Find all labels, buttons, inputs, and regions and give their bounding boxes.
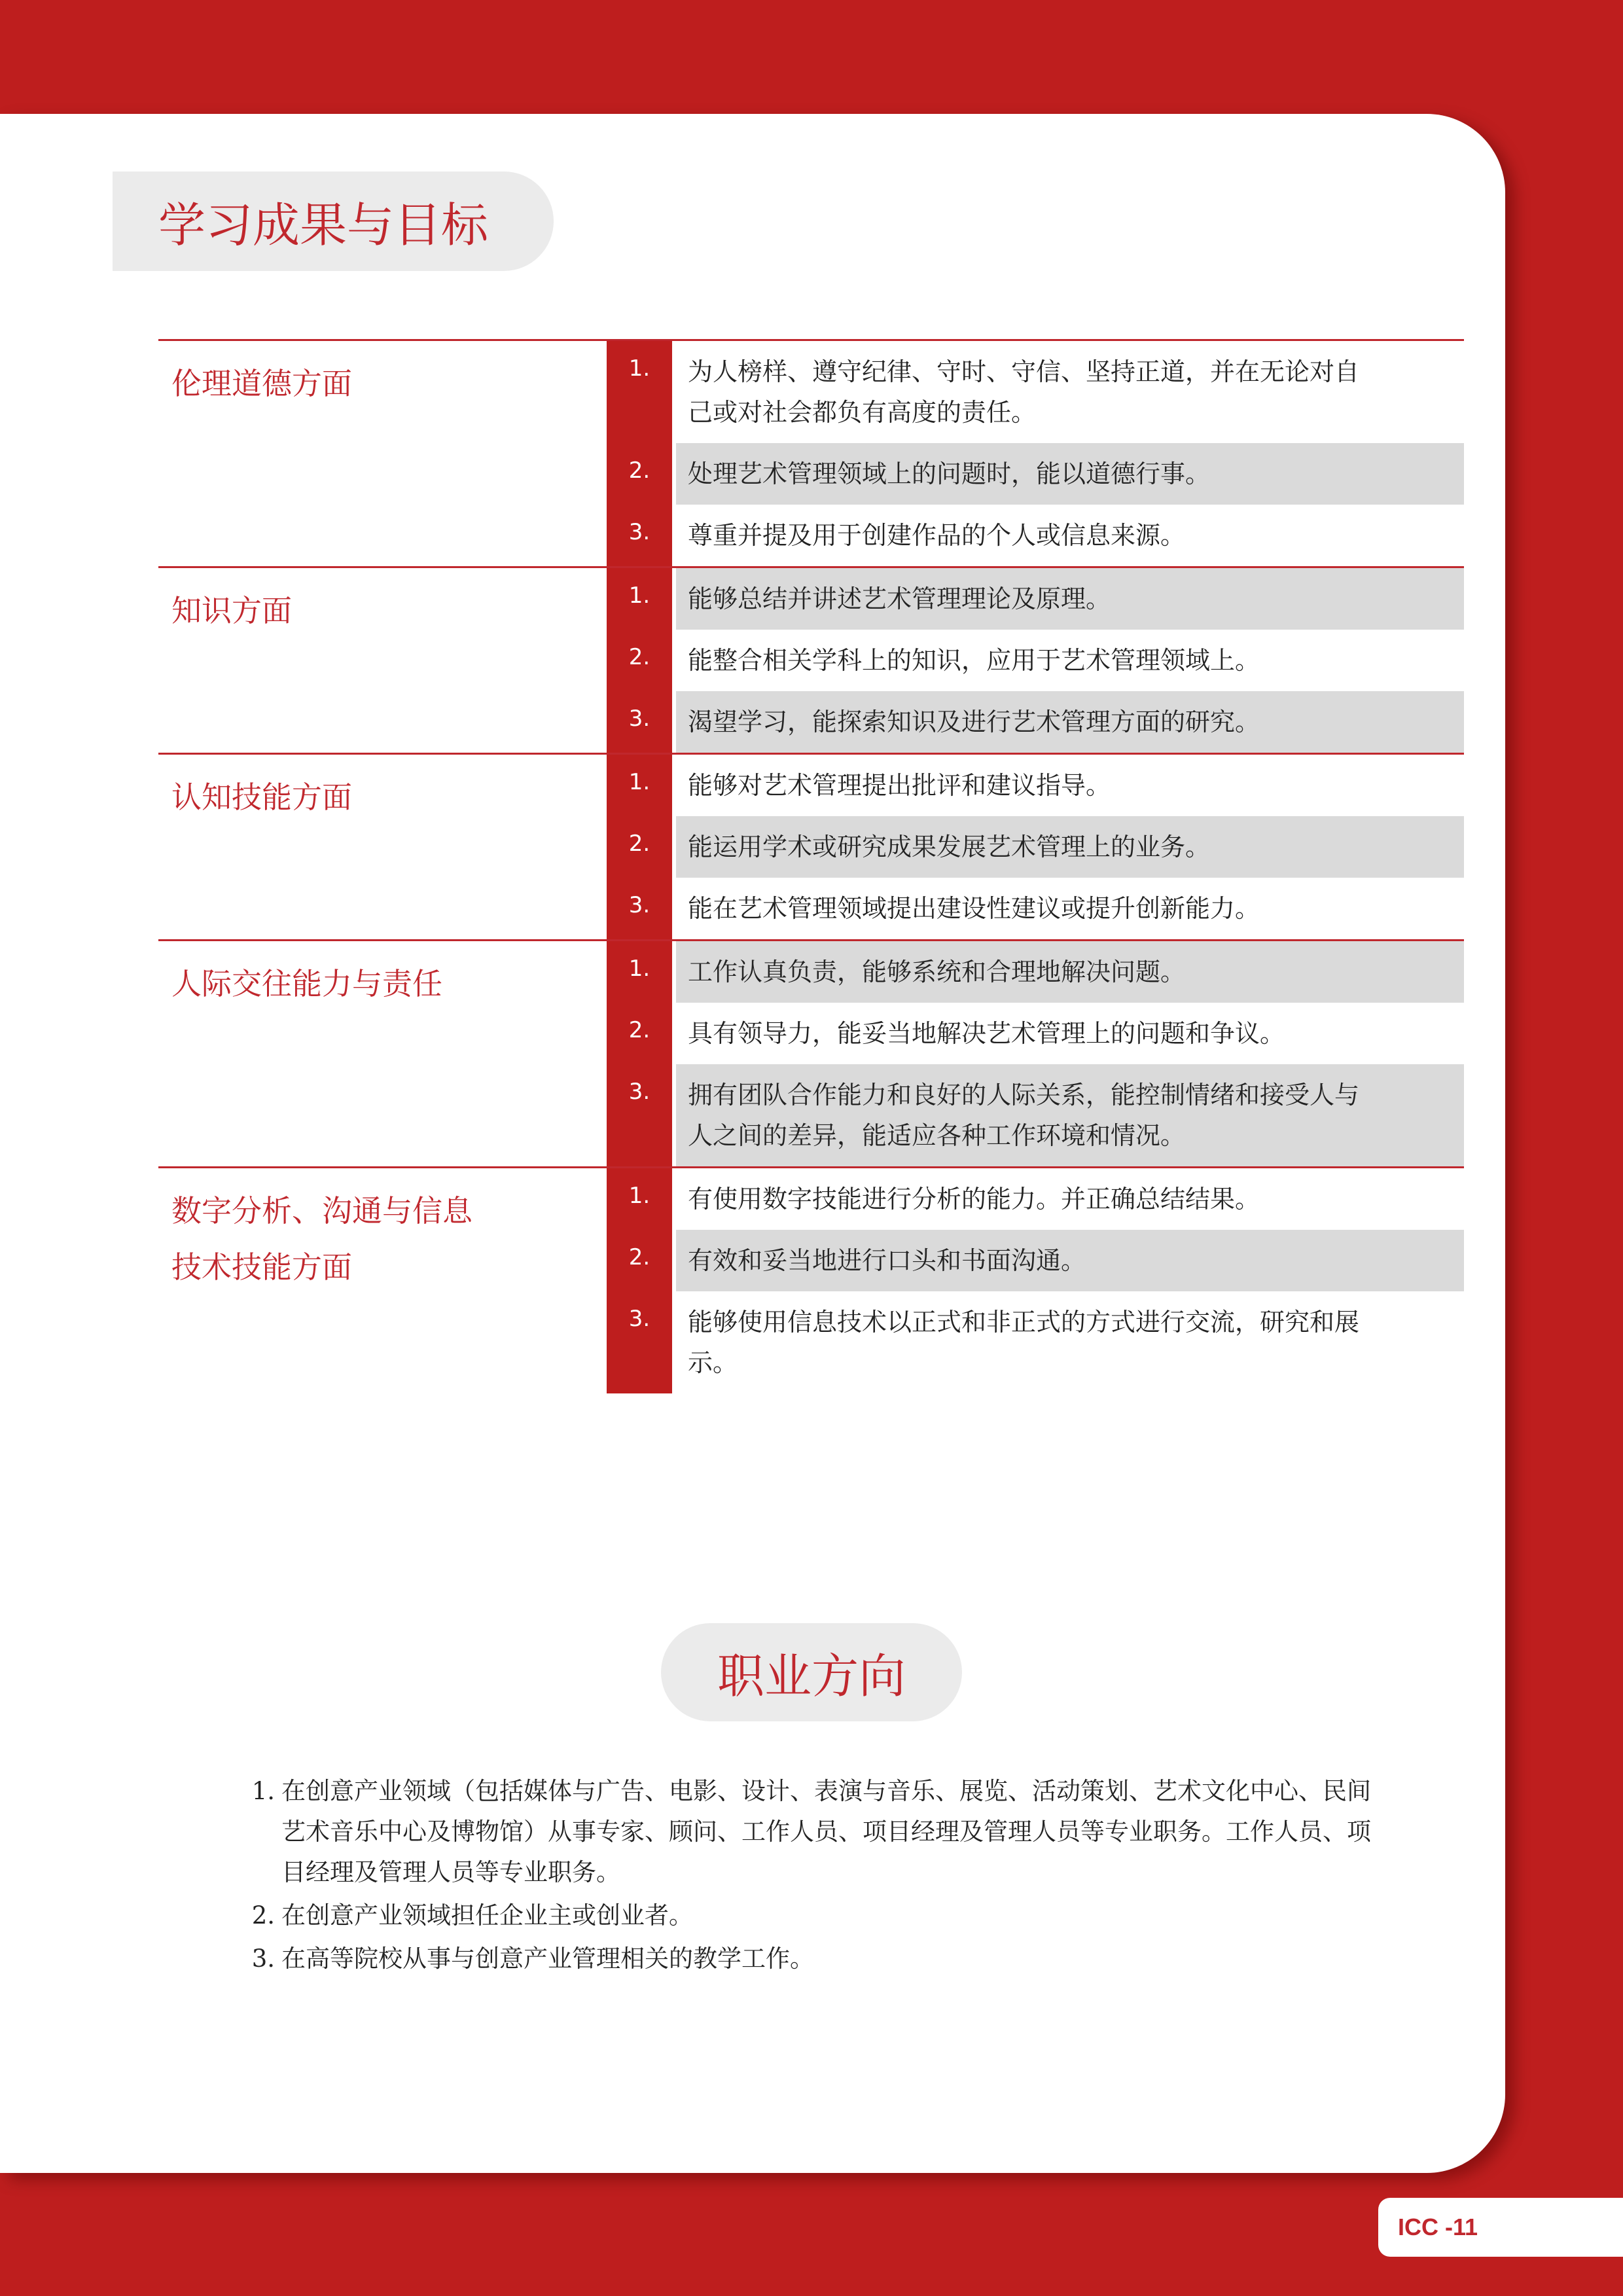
item-number: 3. <box>607 878 672 939</box>
item-number: 1. <box>607 1168 672 1230</box>
section-title: 数字分析、沟通与信息技术技能方面 <box>171 1193 473 1285</box>
item-number: 2. <box>607 1230 672 1291</box>
item-number: 3. <box>607 505 672 566</box>
outcome-item <box>607 878 1464 939</box>
item-text-box <box>676 1003 1464 1064</box>
career-list <box>236 1771 1387 1982</box>
item-number: 3. <box>607 1064 672 1166</box>
section-title: 认知技能方面 <box>171 780 352 815</box>
outcome-item <box>607 1230 1464 1291</box>
item-text-box <box>676 816 1464 878</box>
item-text: 能运用学术或研究成果发展艺术管理上的业务。 <box>688 833 1211 861</box>
item-number: 2. <box>607 816 672 878</box>
section-items <box>607 568 1464 753</box>
item-text: 尊重并提及用于创建作品的个人或信息来源。 <box>688 521 1186 550</box>
section-items <box>607 755 1464 939</box>
outcome-item <box>607 630 1464 691</box>
item-number: 2. <box>607 1003 672 1064</box>
item-text-box <box>676 878 1464 939</box>
career-item <box>236 1895 1387 1936</box>
career-item-number: 2. <box>251 1901 275 1929</box>
item-text-box <box>676 1064 1464 1166</box>
item-text: 能够总结并讲述艺术管理理论及原理。 <box>688 584 1111 613</box>
item-text: 处理艺术管理领域上的问题时，能以道德行事。 <box>688 459 1211 488</box>
career-item-text: 在创意产业领域（包括媒体与广告、电影、设计、表演与音乐、展览、活动策划、艺术文化中心、民间艺术音乐中心及博物馆）从事专家、顾问、工作人员、项目经理及管理人员等专业职务。工作人员、项目经理及管理人员等专业职务。 <box>281 1777 1371 1886</box>
career-item <box>236 1771 1387 1893</box>
item-number: 1. <box>607 341 672 443</box>
outcomes-heading-text: 学习成果与目标 <box>158 198 489 253</box>
outcome-section <box>158 1166 1464 1393</box>
item-text: 能够使用信息技术以正式和非正式的方式进行交流，研究和展示。 <box>688 1308 1360 1377</box>
item-number: 3. <box>607 691 672 753</box>
item-text-box <box>676 341 1464 443</box>
item-number: 3. <box>607 1291 672 1393</box>
item-number: 2. <box>607 630 672 691</box>
outcome-item <box>607 816 1464 878</box>
outcome-item <box>607 755 1464 816</box>
career-item-number: 1. <box>251 1777 275 1805</box>
item-text: 拥有团队合作能力和良好的人际关系，能控制情绪和接受人与人之间的差异，能适应各种工作环境和情况。 <box>688 1081 1360 1150</box>
outcome-item <box>607 1064 1464 1166</box>
outcome-item <box>607 568 1464 630</box>
outcome-item <box>607 691 1464 753</box>
item-text-box <box>676 505 1464 566</box>
item-text: 有使用数字技能进行分析的能力。并正确总结结果。 <box>688 1185 1260 1213</box>
outcome-item <box>607 505 1464 566</box>
item-text-box <box>676 691 1464 753</box>
item-text: 能整合相关学科上的知识，应用于艺术管理领域上。 <box>688 646 1260 675</box>
outcome-item <box>607 941 1464 1003</box>
item-text-box <box>676 1230 1464 1291</box>
item-text-box <box>676 630 1464 691</box>
outcome-section <box>158 939 1464 1166</box>
career-item-text: 在创意产业领域担任企业主或创业者。 <box>281 1901 693 1929</box>
section-title: 伦理道德方面 <box>171 366 352 401</box>
outcome-item <box>607 443 1464 505</box>
career-item-text: 在高等院校从事与创意产业管理相关的教学工作。 <box>281 1945 814 1973</box>
career-heading <box>661 1623 962 1721</box>
section-title: 知识方面 <box>171 593 292 628</box>
item-text-box <box>676 1168 1464 1230</box>
item-text-box <box>676 568 1464 630</box>
item-text: 能在艺术管理领域提出建设性建议或提升创新能力。 <box>688 894 1260 923</box>
section-items <box>607 341 1464 566</box>
career-item-number: 3. <box>251 1945 275 1973</box>
outcome-item <box>607 341 1464 443</box>
outcome-section <box>158 566 1464 753</box>
section-items <box>607 1168 1464 1393</box>
outcome-item <box>607 1168 1464 1230</box>
item-text-box <box>676 755 1464 816</box>
item-number: 1. <box>607 755 672 816</box>
outcome-section <box>158 753 1464 939</box>
outcome-section <box>158 339 1464 566</box>
item-text-box <box>676 443 1464 505</box>
item-number: 2. <box>607 443 672 505</box>
career-heading-text: 职业方向 <box>717 1649 906 1704</box>
item-number: 1. <box>607 568 672 630</box>
page-number-tab <box>1378 2198 1623 2257</box>
outcomes-heading <box>113 171 554 271</box>
item-text: 为人榜样、遵守纪律、守时、守信、坚持正道，并在无论对自己或对社会都负有高度的责任。 <box>688 357 1360 427</box>
item-text: 渴望学习，能探索知识及进行艺术管理方面的研究。 <box>688 708 1260 736</box>
item-text: 有效和妥当地进行口头和书面沟通。 <box>688 1246 1086 1275</box>
outcome-item <box>607 1291 1464 1393</box>
outcome-item <box>607 1003 1464 1064</box>
section-items <box>607 941 1464 1166</box>
page-number: ICC -11 <box>1398 2214 1478 2240</box>
item-text-box <box>676 1291 1464 1393</box>
career-item <box>236 1939 1387 1979</box>
item-text-box <box>676 941 1464 1003</box>
item-number: 1. <box>607 941 672 1003</box>
item-text: 具有领导力，能妥当地解决艺术管理上的问题和争议。 <box>688 1019 1285 1048</box>
item-text: 能够对艺术管理提出批评和建议指导。 <box>688 771 1111 800</box>
item-text: 工作认真负责，能够系统和合理地解决问题。 <box>688 958 1186 986</box>
section-title: 人际交往能力与责任 <box>171 966 442 1001</box>
outcomes-table <box>158 339 1464 1393</box>
